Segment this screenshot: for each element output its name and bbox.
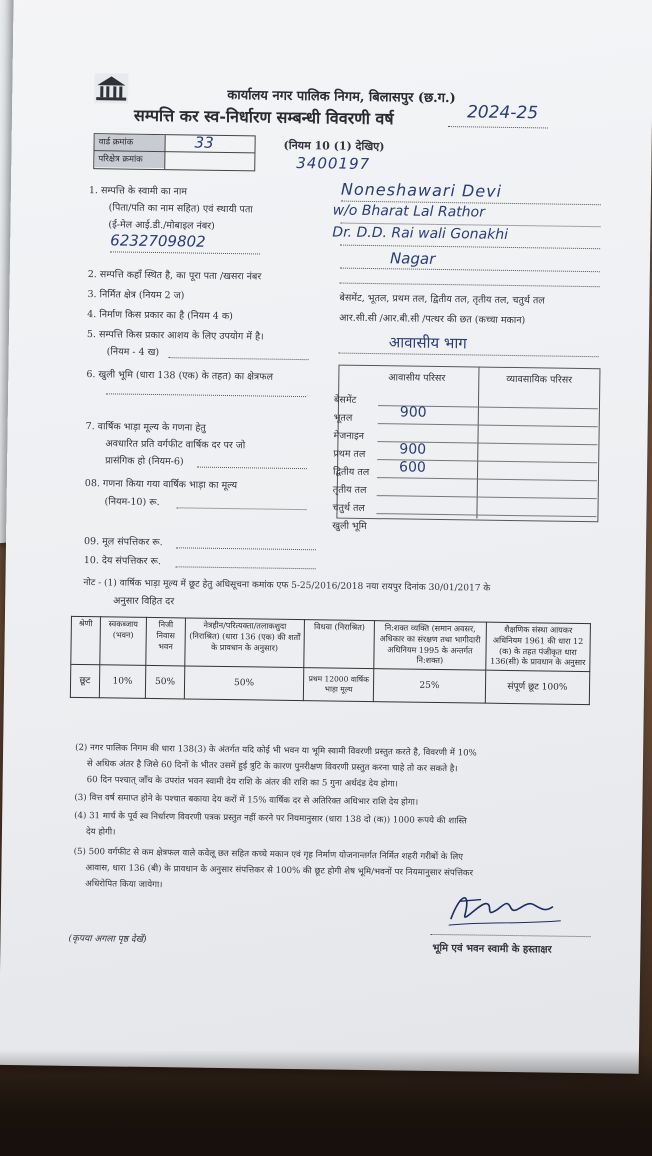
floor-label: खुली भूमि (332, 520, 367, 532)
table-header: नेत्रहीन/परित्यक्ता/तलाकशुदा (निराश्रित) (धारा 136 (एक) की शर्तों के प्रावधान के अनुसार) (185, 618, 305, 668)
property-usage: आवासीय भाग (388, 333, 467, 353)
note-4: (4) 31 मार्च के पूर्व स्व निर्धारण विवरणी पत्रक प्रस्तुत नहीं करने पर नियमानुसार (धारा 138 दो (क)) 1000 रूपये की शास्ति (74, 810, 467, 827)
field-6-label: 6. खुली भूमि (धारा 138 (एक) के तहत) का क्षेत्रफल (86, 369, 274, 383)
field-9-label: 09. मूल संपत्तिकर रू. (83, 536, 163, 549)
floor-label: प्रथम तल (333, 448, 366, 460)
table-header: श्रेणी (71, 616, 100, 665)
signature-line (431, 934, 591, 937)
table-cell: 50% (184, 666, 304, 701)
ward-number-value: 33 (194, 133, 214, 152)
table-header: निजी निवास भवन (146, 617, 185, 666)
table-header: नि:शक्त व्यक्ति (समान अवसर, अधिकार का संरक्षण तथा भागीदारी अधिनियम 1995 के अन्तर्गत नि:शक्त) (374, 621, 487, 671)
property-id: 3400197 (296, 153, 371, 173)
note-1: नोट - (1) वार्षिक भाड़ा मूल्य में छूट हेतु अधिसूचना कमांक एफ 5-25/2016/2018 नया रायपुर दिनांक 30/01/2017 के (83, 578, 491, 594)
field-7-label: 7. वार्षिक भाड़ा मूल्य के गणना हेतु (85, 421, 206, 434)
bottom-shadow (0, 1050, 652, 1156)
table-header: स्वकब्जाय (भवन) (99, 617, 146, 666)
field-2-line (340, 283, 600, 288)
owner-signature-icon (441, 881, 582, 933)
owner-name: Noneshawari Devi (340, 179, 503, 201)
table-header-row (71, 616, 591, 671)
first-floor-area: 900 (399, 441, 427, 458)
field-3-label: 3. निर्मित क्षेत्र (नियम 2 ज) (87, 289, 185, 302)
field-7-line (197, 467, 307, 470)
exemption-table (70, 616, 591, 705)
owner-address-line-2 (340, 268, 600, 273)
table-row (70, 665, 589, 705)
field-2-label: 2. सम्पत्ति कहाँ स्थित है, का पूरा पता /खसरा नंबर (87, 269, 262, 283)
field-5-sub: (नियम - 4 ख) (106, 346, 160, 359)
floor-label: द्वितीय तल (332, 466, 370, 479)
field-9-line (176, 547, 316, 550)
floor-label: भूतल (333, 412, 353, 424)
note-2-cont: से अधिक अंतर है जिसे 60 दिनों के भीतर उसमें हुई त्रुटि के कारण पुनरीक्षण विवरणी प्रस्तुत करना चाहे तो कर सकते है। (86, 759, 458, 775)
owner-address-1: Dr. D.D. Rai wali Gonakhi (332, 224, 509, 243)
year-line (448, 126, 548, 128)
table-header: शैक्षणिक संस्था आयकर अधिनियम 1961 की धारा 12 (क) के तहत पंजीकृत धारा 136(सी) के प्रावधान के अनुसार (486, 622, 591, 672)
note-4-cont: देय होगी। (85, 827, 116, 838)
field-4-label: 4. निर्माण किस प्रकार का है (नियम 4 क) (87, 309, 233, 323)
ground-floor-area: 900 (399, 404, 427, 421)
municipal-logo-icon (94, 73, 128, 103)
table-cell: 25% (373, 669, 485, 704)
second-floor-area: 600 (398, 459, 426, 476)
mobile-line (110, 251, 260, 254)
note-1-cont: अनुसार विहित दर (113, 595, 175, 608)
table-cell: 50% (146, 666, 185, 700)
owner-mobile: 6232709802 (110, 231, 206, 251)
field-7-sub1: अवधारित प्रति वर्गफीट वार्षिक दर पर जो (105, 438, 246, 452)
area-number-label: परिक्षेत्र क्रमांक (94, 151, 164, 168)
note-2-cont: 60 दिन पश्चात् जाँच के उपरांत भवन स्वामी देय राशि के अंतर की राशि का 5 गुना अर्थदंड देय होगा। (86, 775, 399, 790)
usage-line (339, 353, 599, 358)
ward-box (93, 133, 255, 171)
office-name: कार्यालय नगर पालिक निगम, बिलासपुर (छ.ग.) (227, 87, 456, 107)
field-7-sub2: प्रासंगिक हो (नियम-6) (105, 455, 184, 468)
col-commercial: व्यावसायिक परिसर (506, 373, 573, 386)
field-10-line (176, 566, 316, 569)
note-5-cont: आवास, धारा 136 (बी) के प्रावधान के अनुसार संपत्तिकर से 100% की छूट होगी शेष भूमि/भवनों पर नियमानुसार संपत्तिकर (85, 863, 474, 879)
note-2: (2) नगर पालिक निगम की धारा 138(3) के अंतर्गत यदि कोई भी भवन या भूमि स्वामी विवरणी प्रस्तुत करते है, विवरणी में 10% (75, 742, 477, 759)
form-year: 2024-25 (466, 102, 539, 124)
floor-label: मेजनाइन (333, 430, 365, 442)
field-5-line (169, 357, 309, 360)
note-5: (5) 500 वर्गफीट से कम क्षेत्रफल वाले कवेलू छत सहित कच्चे मकान एवं गृह निर्माण योजनान्तर्गत निर्मित शहरी गरीबों के लिए (73, 846, 464, 863)
field-6-line (106, 393, 306, 397)
floor-label: चतुर्थ तल (332, 502, 365, 514)
owner-address-line-1 (340, 245, 600, 250)
field-5-label: 5. सम्पत्ति किस प्रकार आशय के लिए उपयोग में है। (86, 329, 264, 343)
note-5-cont: अधिरोपित किया जायेगा। (85, 879, 163, 891)
field-1-sub1: (पिता/पति का नाम सहित) एवं स्थायी पता (108, 202, 253, 216)
table-cell: छूट (70, 665, 99, 698)
field-8-line (176, 507, 306, 510)
table-cell: संपूर्ण छूट 100% (485, 670, 590, 704)
field-8-sub: (नियम-10) रू. (104, 496, 160, 509)
field-10-label: 10. देय संपत्तिकर रू. (83, 555, 161, 568)
turn-over-note: (कृपया अगला पृष्ठ देखें) (68, 933, 147, 945)
table-header: विधवा (निराश्रित) (304, 620, 374, 669)
ward-number-label: वार्ड क्रमांक (94, 134, 164, 151)
field-3-options: बेसमेंट, भूतल, प्रथम तल, द्वितीय तल, तृतीय तल, चतुर्थ तल (339, 292, 545, 307)
field-8-label: 08. गणना किया गया वार्षिक भाड़ा का मूल्य (84, 478, 238, 492)
col-residential: आवासीय परिसर (388, 372, 446, 385)
form-title: सम्पत्ति कर स्व-निर्धारण सम्बन्धी विवरणी वर्ष (133, 105, 394, 129)
table-cell: प्रथम 12000 वार्षिक भाड़ा मूल्य (304, 668, 374, 702)
owner-relation: w/o Bharat Lal Rathor (332, 202, 486, 221)
rule-reference: (नियम 10 (1) देखिए) (283, 138, 385, 154)
signature-label: भूमि एवं भवन स्वामी के हस्ताक्षर (432, 942, 552, 956)
field-4-options: आर.सी.सी /आर.बी.सी /पत्थर की छत (कच्चा मकान) (339, 312, 526, 327)
field-1-sub2: (ई-मेल आई.डी./मोबाइल नंबर) (108, 219, 215, 232)
floor-label: बेसमेंट (333, 394, 357, 406)
field-1-label: 1. सम्पत्ति के स्वामी का नाम (88, 185, 188, 198)
note-3: (3) वित्त वर्ष समाप्त होने के पश्चात बकाया देय करों में 15% वार्षिक दर से अतिरिक्त अधिभार राशि देय होगा। (74, 792, 419, 808)
table-cell: 10% (99, 665, 146, 699)
floor-label: तृतीय तल (332, 484, 367, 496)
owner-address-2: Nagar (389, 249, 436, 268)
